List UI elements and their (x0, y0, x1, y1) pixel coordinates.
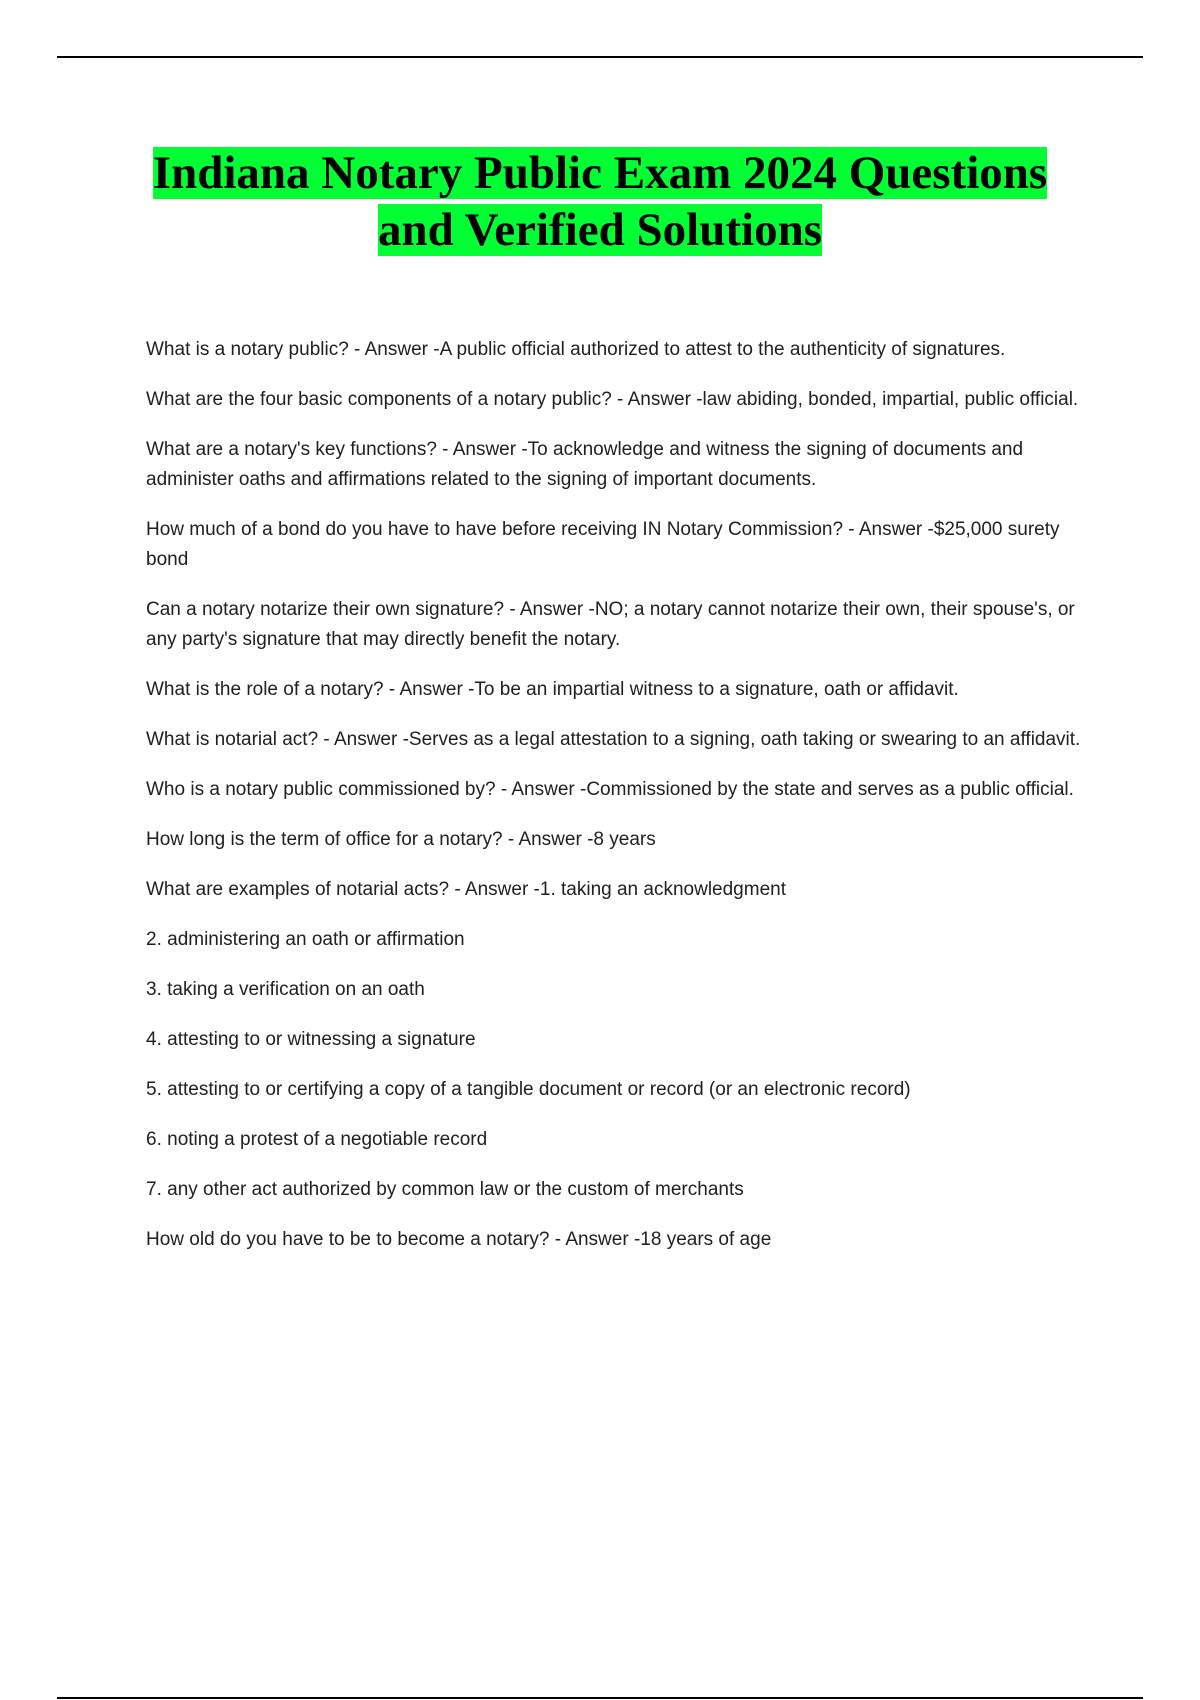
list-item: 3. taking a verification on an oath (146, 979, 425, 1000)
qa-paragraph: What are the four basic components of a notary public? - Answer -law abiding, bonded, impartial, public official. (146, 389, 1079, 410)
qa-paragraph: How much of a bond do you have to have before receiving IN Notary Commission? - Answer -$25,000 surety bond (146, 519, 1060, 570)
qa-paragraph: What are examples of notarial acts? - Answer -1. taking an acknowledgment (146, 879, 786, 900)
qa-paragraph: What is the role of a notary? - Answer -To be an impartial witness to a signature, oath or affidavit. (146, 679, 959, 700)
list-item: 2. administering an oath or affirmation (146, 929, 465, 950)
qa-paragraph: What is a notary public? - Answer -A public official authorized to attest to the authenticity of signatures. (146, 339, 1006, 360)
list-item: 6. noting a protest of a negotiable record (146, 1129, 488, 1150)
bottom-divider (57, 1697, 1143, 1699)
document-title (100, 145, 1100, 259)
title-line-1: Indiana Notary Public Exam 2024 Questions (152, 147, 1048, 199)
top-divider (57, 56, 1143, 58)
list-item: 7. any other act authorized by common law or the custom of merchants (146, 1179, 744, 1200)
qa-paragraph: What is notarial act? - Answer -Serves as a legal attestation to a signing, oath taking or swearing to an affidavit. (146, 729, 1081, 750)
list-item: 4. attesting to or witnessing a signature (146, 1029, 476, 1050)
qa-content (146, 335, 1096, 1275)
qa-paragraph: What are a notary's key functions? - Answer -To acknowledge and witness the signing of documents and administer oaths and affirmations related to the signing of important documents. (146, 439, 1024, 490)
title-line-2: and Verified Solutions (377, 204, 823, 256)
qa-paragraph: How long is the term of office for a notary? - Answer -8 years (146, 829, 656, 850)
qa-paragraph: How old do you have to be to become a notary? - Answer -18 years of age (146, 1229, 772, 1250)
qa-paragraph: Can a notary notarize their own signature? - Answer -NO; a notary cannot notarize their own, their spouse's, or any party's signature that may directly benefit the notary. (146, 599, 1075, 650)
list-item: 5. attesting to or certifying a copy of a tangible document or record (or an electronic record) (146, 1079, 911, 1100)
qa-paragraph: Who is a notary public commissioned by? - Answer -Commissioned by the state and serves as a public official. (146, 779, 1074, 800)
